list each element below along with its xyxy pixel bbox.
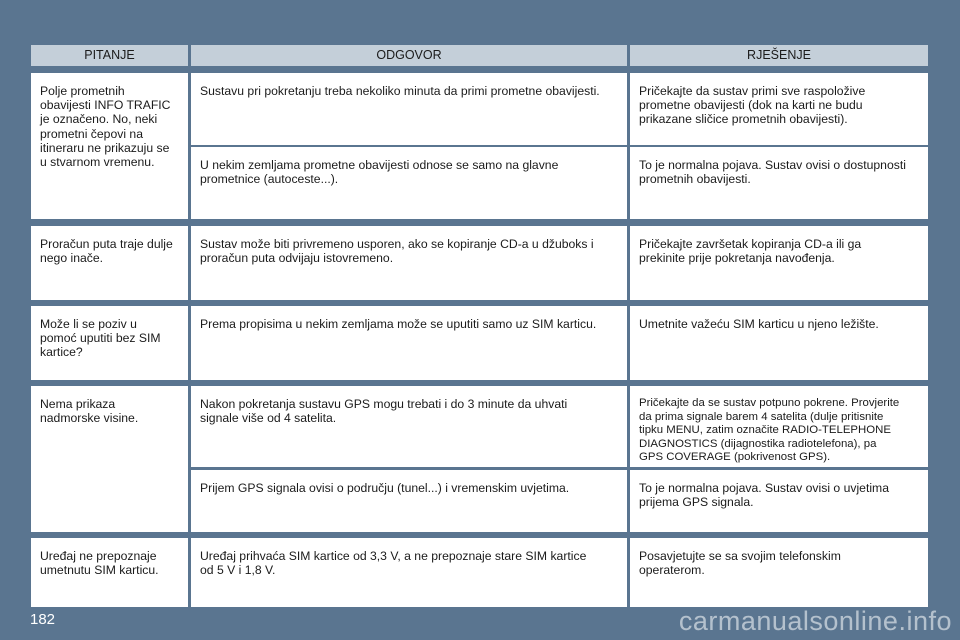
solution-cell-1a: Pričekajte da sustav primi sve raspoložive prometne obavijesti (dok na karti ne budu prikazane sličice prometnih obavijesti). <box>630 73 928 145</box>
question-cell-2: Proračun puta traje dulje nego inače. <box>31 226 188 300</box>
answer-cell-3: Prema propisima u nekim zemljama može se uputiti samo uz SIM karticu. <box>191 306 627 380</box>
header-question: PITANJE <box>31 45 188 66</box>
solution-cell-3: Umetnite važeću SIM karticu u njeno ležište. <box>630 306 928 380</box>
header-solution: RJEŠENJE <box>630 45 928 66</box>
answer-cell-1b: U nekim zemljama prometne obavijesti odnose se samo na glavne prometnice (autoceste...). <box>191 147 627 219</box>
solution-cell-5: Posavjetujte se sa svojim telefonskim operaterom. <box>630 538 928 607</box>
solution-cell-4b: To je normalna pojava. Sustav ovisi o uvjetima prijema GPS signala. <box>630 470 928 532</box>
watermark: carmanualsonline.info <box>678 606 952 636</box>
solution-cell-1b: To je normalna pojava. Sustav ovisi o dostupnosti prometnih obavijesti. <box>630 147 928 219</box>
header-answer: ODGOVOR <box>191 45 627 66</box>
question-cell-1: Polje prometnih obavijesti INFO TRAFIC je označeno. No, neki prometni čepovi na itineraru ne prikazuju se u stvarnom vremenu. <box>31 73 188 219</box>
question-cell-4: Nema prikaza nadmorske visine. <box>31 386 188 532</box>
question-cell-5: Uređaj ne prepoznaje umetnutu SIM karticu. <box>31 538 188 607</box>
solution-cell-4a: Pričekajte da se sustav potpuno pokrene. Provjerite da prima signale barem 4 satelita (dulje pritisnite tipku MENU, zatim označite RADIO-TELEPHONE DIAGNOSTICS (dijagnostika radiotelefona), pa GPS COVERAGE (pokrivenost GPS). <box>630 386 928 467</box>
answer-cell-5: Uređaj prihvaća SIM kartice od 3,3 V, a ne prepoznaje stare SIM kartice od 5 V i 1,8 V. <box>191 538 627 607</box>
answer-cell-4a: Nakon pokretanja sustavu GPS mogu trebati i do 3 minute da uhvati signale više od 4 satelita. <box>191 386 627 467</box>
question-cell-3: Može li se poziv u pomoć uputiti bez SIM kartice? <box>31 306 188 380</box>
answer-cell-1a: Sustavu pri pokretanju treba nekoliko minuta da primi prometne obavijesti. <box>191 73 627 145</box>
solution-cell-2: Pričekajte završetak kopiranja CD-a ili ga prekinite prije pokretanja navođenja. <box>630 226 928 300</box>
answer-cell-4b: Prijem GPS signala ovisi o području (tunel...) i vremenskim uvjetima. <box>191 470 627 532</box>
answer-cell-2: Sustav može biti privremeno usporen, ako se kopiranje CD-a u džuboks i proračun puta odvijaju istovremeno. <box>191 226 627 300</box>
page-number: 182 <box>30 611 56 628</box>
